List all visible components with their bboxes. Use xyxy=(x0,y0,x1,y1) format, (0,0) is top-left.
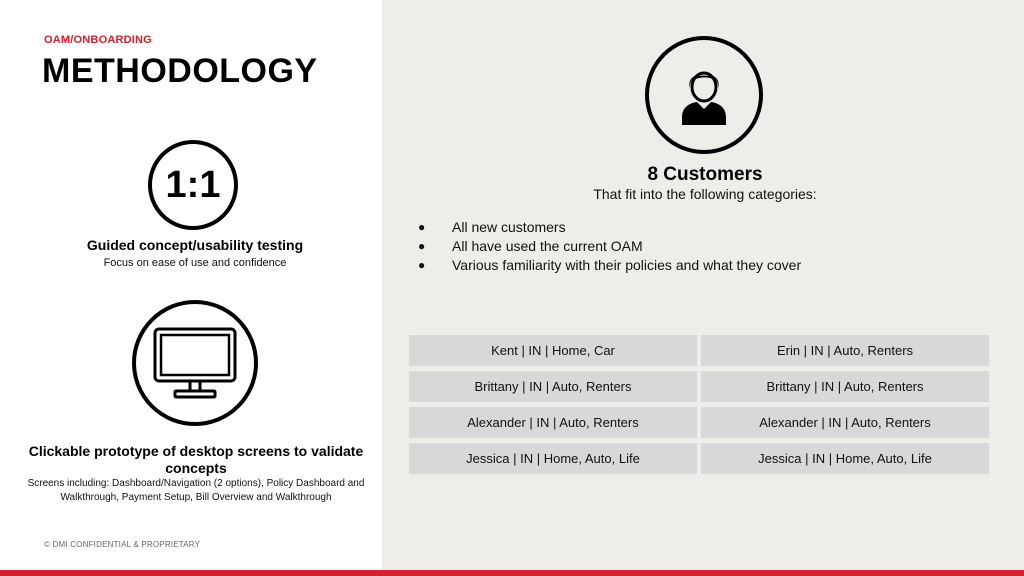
monitor-badge xyxy=(132,300,258,426)
participant-cell: Alexander | IN | Auto, Renters xyxy=(701,407,989,438)
customer-badge xyxy=(645,36,763,154)
participant-cell: Jessica | IN | Home, Auto, Life xyxy=(409,443,697,474)
page-title: METHODOLOGY xyxy=(42,52,318,90)
ratio-text: 1:1 xyxy=(165,163,221,206)
interview-subtext: Focus on ease of use and confidence xyxy=(103,257,287,269)
monitor-icon xyxy=(150,323,240,403)
participant-grid xyxy=(409,335,989,474)
customers-subtitle: That fit into the following categories: xyxy=(593,186,817,202)
section-eyebrow: OAM/ONBOARDING xyxy=(44,34,152,46)
participant-cell: Brittany | IN | Auto, Renters xyxy=(409,371,697,402)
accent-bar xyxy=(0,570,1024,576)
customers-title: 8 Customers xyxy=(647,164,763,185)
prototype-subtext: Screens including: Dashboard/Navigation (2 options), Policy Dashboard and Walkthrough, Payment Setup, Bill Overview and Walkthrough xyxy=(27,478,365,503)
participant-cell: Kent | IN | Home, Car xyxy=(409,335,697,366)
prototype-heading: Clickable prototype of desktop screens to validate concepts xyxy=(28,443,364,476)
list-item: ● All have used the current OAM xyxy=(418,238,643,254)
list-item: ● All new customers xyxy=(418,219,566,235)
ratio-badge xyxy=(148,140,238,230)
participant-cell: Jessica | IN | Home, Auto, Life xyxy=(701,443,989,474)
interview-heading: Guided concept/usability testing xyxy=(86,237,304,253)
participant-cell: Erin | IN | Auto, Renters xyxy=(701,335,989,366)
list-item: ● Various familiarity with their policies and what they cover xyxy=(418,257,802,273)
criteria-list xyxy=(418,218,801,275)
bullet-icon: ● xyxy=(418,258,426,272)
participant-cell: Brittany | IN | Auto, Renters xyxy=(701,371,989,402)
bullet-icon: ● xyxy=(418,239,426,253)
participant-cell: Alexander | IN | Auto, Renters xyxy=(409,407,697,438)
confidential-footer: © DMI CONFIDENTIAL & PROPRIETARY xyxy=(44,540,201,549)
person-icon xyxy=(674,63,734,127)
bullet-icon: ● xyxy=(418,220,426,234)
